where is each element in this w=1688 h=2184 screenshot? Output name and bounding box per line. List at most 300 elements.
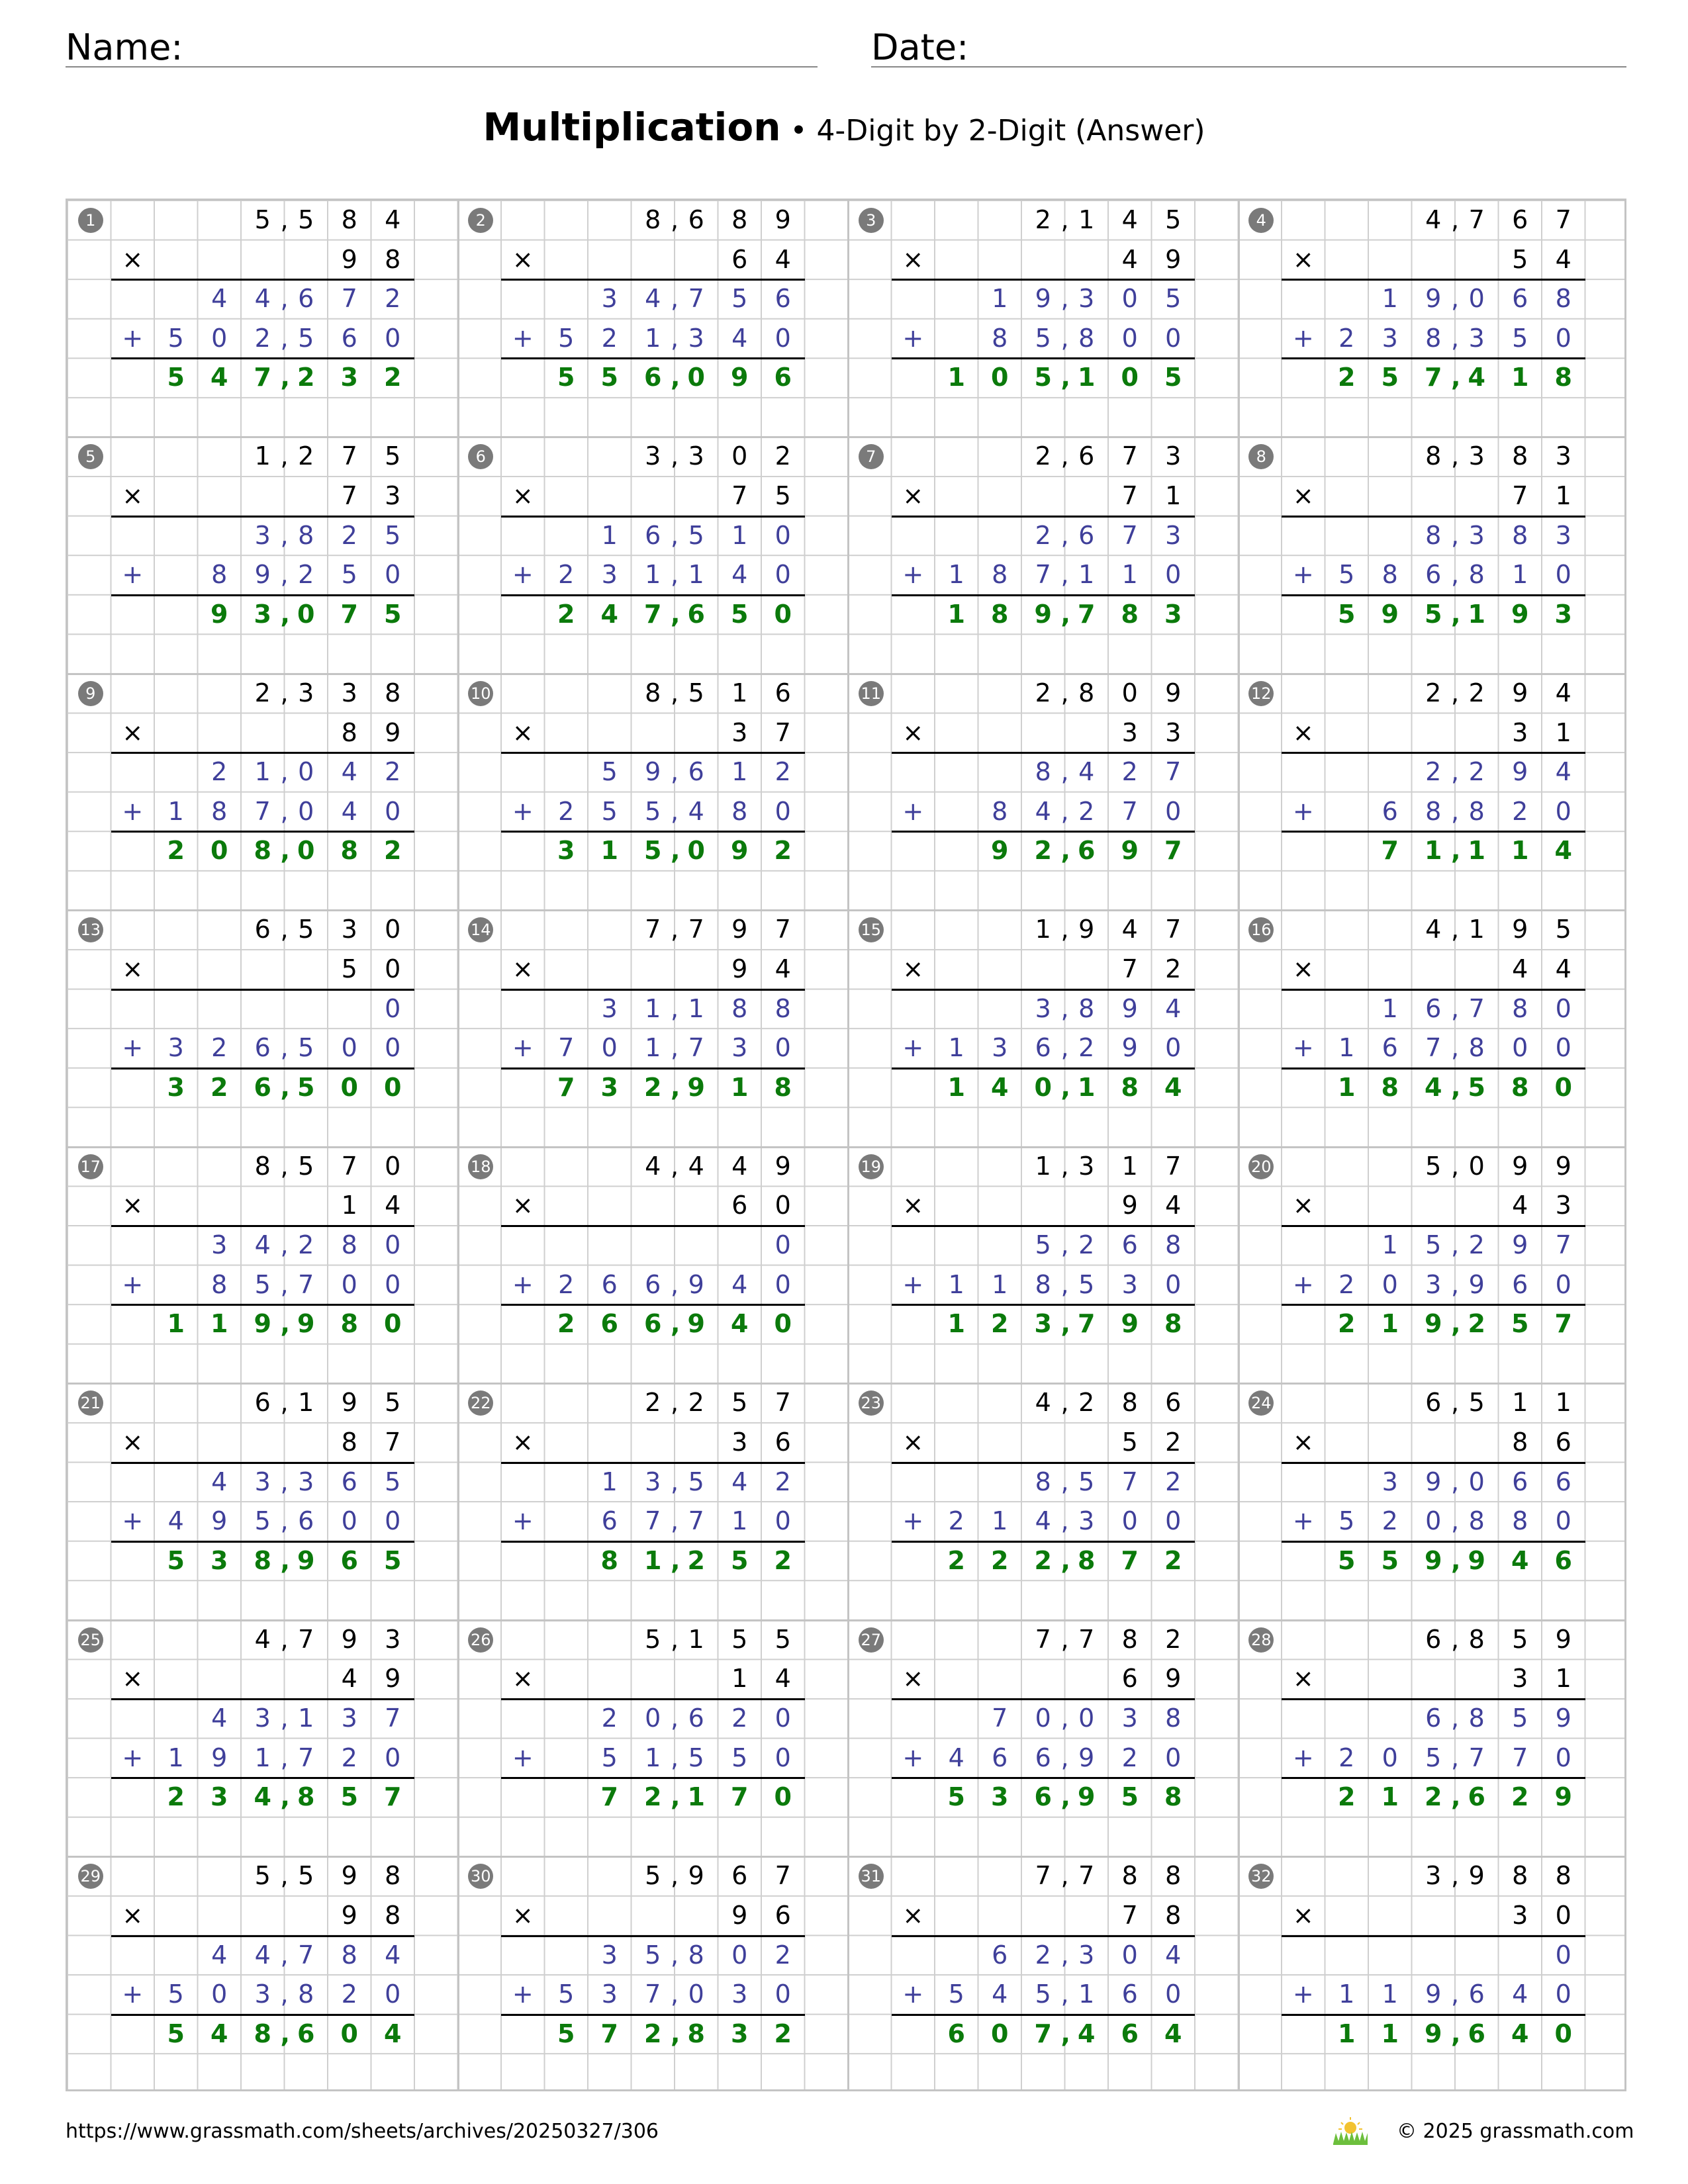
footer-url[interactable]: https://www.grassmath.com/sheets/archives/20250327/306	[66, 2120, 659, 2143]
partial-product-1-digit: 2	[601, 1704, 618, 1733]
answer-digit: 8	[1511, 1072, 1529, 1102]
multiplier-digit: 4	[774, 954, 791, 984]
partial-product-1-digit: 0	[1035, 1704, 1051, 1733]
answer-digit: 0	[774, 599, 792, 629]
answer-digit: 0	[991, 363, 1009, 392]
thousands-comma: ,	[280, 1269, 289, 1299]
answer-digit	[280, 358, 328, 398]
problem-4	[1239, 201, 1627, 437]
name-field-line[interactable]	[66, 66, 818, 68]
sum-rule	[501, 594, 805, 596]
problem-30	[458, 1856, 849, 2091]
answer-digit	[1060, 2015, 1109, 2054]
answer-digit: 2	[557, 599, 575, 629]
partial-product-1-digit: 9	[1555, 1704, 1571, 1733]
multiplicand-digit: 4	[1425, 915, 1442, 944]
partial-product-2-digit: 9	[211, 1506, 228, 1536]
partial-product-2-digit: 1	[1382, 1979, 1398, 2009]
multiply-rule	[892, 1698, 1196, 1700]
partial-product-1-digit: 6	[645, 520, 661, 550]
multiplicand-digit: 8	[1121, 1388, 1138, 1418]
plus-sign: +	[902, 1506, 924, 1536]
plus-sign: +	[902, 1269, 924, 1299]
partial-product-1-digit: 1	[1382, 284, 1398, 314]
times-sign: ×	[512, 717, 534, 747]
partial-product-2-digit	[671, 1739, 718, 1778]
partial-product-2-digit: 6	[341, 323, 357, 353]
partial-product-1-digit: 5	[1035, 1230, 1051, 1260]
multiply-rule	[501, 989, 805, 991]
multiplicand-digit	[1060, 1620, 1109, 1660]
plus-sign: +	[902, 796, 924, 826]
problem-number-badge: 11	[859, 681, 884, 706]
partial-product-1-digit: 3	[1035, 993, 1051, 1023]
answer-digit: 0	[340, 1072, 358, 1102]
partial-product-1-digit: 6	[1512, 1467, 1528, 1496]
partial-product-2-digit: 1	[992, 1506, 1008, 1536]
partial-product-1-digit	[280, 516, 328, 556]
thousands-comma: ,	[671, 1743, 679, 1772]
answer-digit	[280, 1304, 328, 1344]
partial-product-1-digit: 0	[774, 1704, 791, 1733]
answer-digit: 6	[644, 1309, 662, 1339]
partial-product-1-digit	[280, 1936, 328, 1976]
partial-product-1-digit: 1	[731, 520, 748, 550]
digit: 6	[297, 2019, 315, 2048]
problem-number-badge: 1	[78, 208, 103, 233]
answer-digit: 6	[947, 2019, 965, 2048]
thousands-comma: ,	[671, 441, 679, 471]
thousands-comma: ,	[1451, 678, 1460, 707]
thousands-comma: ,	[1451, 1782, 1461, 1812]
sum-rule	[111, 357, 415, 359]
multiplicand-digit: 9	[1512, 915, 1528, 944]
digit: 1	[1468, 599, 1485, 629]
partial-product-1-digit	[671, 1699, 718, 1739]
digit: 3	[688, 441, 704, 471]
sum-rule	[501, 1068, 805, 1069]
digit: 7	[688, 915, 704, 944]
problem-number-badge: 6	[468, 444, 493, 469]
multiplicand-digit	[1060, 910, 1109, 950]
multiply-rule	[1282, 1225, 1585, 1227]
answer-digit: 7	[1164, 836, 1182, 866]
thousands-comma: ,	[280, 323, 289, 353]
partial-product-1-digit: 8	[1512, 993, 1528, 1023]
multiplicand-digit: 2	[1165, 1624, 1182, 1654]
multiply-rule	[501, 1225, 805, 1227]
thousands-comma: ,	[280, 1624, 289, 1654]
sum-rule	[111, 594, 415, 596]
partial-product-1-digit: 5	[1425, 1230, 1442, 1260]
partial-product-2-digit	[1451, 792, 1499, 832]
multiplicand-digit	[1451, 437, 1499, 477]
partial-product-2-digit: 0	[385, 796, 401, 826]
partial-product-2-digit	[1060, 1265, 1109, 1305]
digit: 6	[1468, 2019, 1485, 2048]
digit: 9	[688, 1269, 704, 1299]
multiplicand-digit: 4	[1121, 205, 1138, 234]
answer-digit: 7	[384, 1782, 402, 1812]
multiplicand-digit: 8	[1512, 1861, 1528, 1891]
thousands-comma: ,	[671, 599, 680, 629]
partial-product-1-digit: 4	[211, 284, 228, 314]
partial-product-2-digit: 2	[558, 796, 575, 826]
multiply-rule	[892, 1462, 1196, 1464]
partial-product-2-digit	[280, 1502, 328, 1541]
partial-product-1-digit: 0	[774, 1230, 791, 1260]
multiply-rule	[111, 1698, 415, 1700]
answer-digit: 2	[167, 1782, 185, 1812]
multiply-rule	[1282, 279, 1585, 281]
thousands-comma: ,	[280, 1743, 289, 1772]
partial-product-2-digit: 6	[1382, 796, 1398, 826]
multiplicand-digit: 1	[731, 678, 748, 707]
plus-sign: +	[902, 1033, 924, 1063]
thousands-comma: ,	[1451, 757, 1460, 787]
partial-product-1-digit: 5	[385, 520, 401, 550]
partial-product-2-digit: 5	[1035, 323, 1051, 353]
partial-product-2-digit: 2	[1382, 1506, 1398, 1536]
digit: 2	[688, 1388, 704, 1418]
multiplicand-digit	[1451, 1856, 1499, 1896]
answer-digit: 8	[340, 1309, 358, 1339]
answer-digit: 2	[1034, 1545, 1052, 1575]
digit: 2	[1468, 678, 1485, 707]
digit: 9	[297, 1545, 315, 1575]
multiplier-digit: 9	[385, 717, 401, 747]
multiplicand-digit: 1	[1035, 915, 1051, 944]
date-label: Date:	[871, 26, 969, 68]
partial-product-2-digit: 2	[1338, 323, 1355, 353]
partial-product-1-digit: 4	[254, 284, 271, 314]
partial-product-1-digit: 3	[1382, 1467, 1398, 1496]
multiplicand-digit: 7	[774, 1388, 791, 1418]
multiplier-digit: 1	[731, 1664, 748, 1694]
answer-digit	[280, 831, 328, 871]
partial-product-1-digit: 1	[731, 757, 748, 787]
multiplicand-digit	[280, 1383, 328, 1423]
partial-product-2-digit: 1	[948, 1033, 964, 1063]
answer-digit: 7	[1381, 836, 1399, 866]
digit: 0	[1468, 1467, 1485, 1496]
partial-product-2-digit: 5	[1512, 323, 1528, 353]
partial-product-2-digit	[1060, 1028, 1109, 1068]
partial-product-1-digit: 9	[1512, 757, 1528, 787]
multiplier-digit: 6	[774, 1900, 791, 1930]
answer-digit: 8	[600, 1545, 618, 1575]
answer-digit: 2	[644, 1782, 662, 1812]
partial-product-2-digit	[280, 1975, 328, 2015]
partial-product-1-digit: 8	[1165, 1704, 1182, 1733]
thousands-comma: ,	[671, 1033, 679, 1063]
partial-product-1-digit: 8	[341, 1230, 357, 1260]
multiplicand-digit: 2	[645, 1388, 661, 1418]
answer-digit: 9	[1121, 836, 1139, 866]
multiplicand-digit: 2	[1035, 441, 1051, 471]
answer-digit: 0	[211, 836, 228, 866]
sum-rule	[501, 831, 805, 833]
multiply-rule	[501, 752, 805, 754]
partial-product-2-digit: 1	[1338, 1033, 1355, 1063]
thousands-comma: ,	[671, 363, 680, 392]
partial-product-1-digit: 8	[1165, 1230, 1182, 1260]
digit: 2	[1078, 1230, 1095, 1260]
thousands-comma: ,	[671, 796, 679, 826]
multiplier-digit: 4	[774, 1664, 791, 1694]
multiplier-digit: 5	[1121, 1427, 1138, 1457]
digit: 2	[1468, 1230, 1485, 1260]
partial-product-1-digit: 3	[1165, 520, 1182, 550]
sum-rule	[892, 2014, 1196, 2016]
partial-product-1-digit: 1	[645, 993, 661, 1023]
partial-product-2-digit: 0	[1555, 1269, 1571, 1299]
partial-product-2-digit: 7	[1425, 1033, 1442, 1063]
answer-digit: 9	[1425, 2019, 1442, 2048]
multiplier-digit: 8	[1512, 1427, 1528, 1457]
partial-product-1-digit: 3	[1121, 1704, 1138, 1733]
answer-digit: 6	[600, 1309, 618, 1339]
multiplicand-digit	[1451, 1620, 1499, 1660]
partial-product-2-digit: 8	[1425, 323, 1442, 353]
digit: 8	[1468, 1624, 1485, 1654]
digit: 3	[1078, 1151, 1095, 1181]
partial-product-1-digit: 7	[1121, 1467, 1138, 1496]
thousands-comma: ,	[671, 1940, 679, 1970]
multiplier-digit: 9	[341, 244, 357, 274]
partial-product-2-digit	[1451, 1028, 1499, 1068]
answer-digit: 6	[1554, 1545, 1572, 1575]
answer-digit: 1	[1381, 1309, 1399, 1339]
multiplicand-digit	[280, 1620, 328, 1660]
digit: 7	[298, 1624, 314, 1654]
multiplicand-digit: 3	[645, 441, 661, 471]
answer-digit: 8	[1121, 599, 1139, 629]
thousands-comma: ,	[1451, 323, 1460, 353]
multiplier-digit: 3	[1512, 1664, 1528, 1694]
answer-digit: 2	[1164, 1545, 1182, 1575]
digit: 0	[687, 836, 705, 866]
multiplier-digit: 8	[341, 1427, 357, 1457]
answer-digit: 6	[1121, 2019, 1139, 2048]
digit: 3	[1468, 323, 1485, 353]
answer-digit	[280, 1068, 328, 1108]
sum-rule	[892, 1304, 1196, 1306]
multiplicand-digit: 8	[385, 678, 401, 707]
multiplier-digit: 4	[1121, 244, 1138, 274]
answer-digit: 2	[947, 1545, 965, 1575]
sum-rule	[111, 1541, 415, 1543]
problem-number-badge: 19	[859, 1154, 884, 1179]
partial-product-1-digit: 6	[1121, 1230, 1138, 1260]
thousands-comma: ,	[1451, 1704, 1460, 1733]
partial-product-2-digit: 7	[558, 1033, 575, 1063]
times-sign: ×	[122, 1191, 144, 1220]
partial-product-2-digit: 5	[1338, 1506, 1355, 1536]
partial-product-2-digit: 8	[211, 796, 228, 826]
multiplicand-digit: 4	[645, 1151, 661, 1181]
partial-product-1-digit: 4	[211, 1704, 228, 1733]
sum-rule	[501, 1304, 805, 1306]
partial-product-1-digit: 0	[385, 993, 401, 1023]
answer-digit: 3	[340, 363, 358, 392]
answer-digit: 3	[1034, 1309, 1052, 1339]
answer-digit: 2	[991, 1545, 1009, 1575]
times-sign: ×	[902, 1191, 924, 1220]
partial-product-2-digit: 3	[731, 1979, 748, 2009]
digit: 1	[1468, 915, 1485, 944]
partial-product-2-digit: 8	[992, 323, 1008, 353]
partial-product-2-digit	[1451, 1975, 1499, 2015]
partial-product-2-digit: 5	[948, 1979, 964, 2009]
multiplicand-digit	[671, 1383, 718, 1423]
thousands-comma: ,	[1451, 205, 1460, 234]
multiplicand-digit	[1060, 1856, 1109, 1896]
answer-digit: 2	[1338, 1309, 1356, 1339]
partial-product-1-digit: 6	[992, 1940, 1008, 1970]
multiplicand-digit: 8	[1512, 441, 1528, 471]
sum-rule	[892, 594, 1196, 596]
partial-product-2-digit: 0	[774, 1506, 791, 1536]
plus-sign: +	[512, 1979, 534, 2009]
answer-digit: 8	[340, 836, 358, 866]
times-sign: ×	[512, 1191, 534, 1220]
times-sign: ×	[512, 1900, 534, 1930]
multiplicand-digit: 5	[645, 1624, 661, 1654]
digit: 8	[1468, 1704, 1485, 1733]
answer-digit	[1451, 831, 1499, 871]
multiplier-digit: 5	[1512, 244, 1528, 274]
partial-product-1-digit: 4	[731, 1467, 748, 1496]
digit: 7	[1468, 205, 1485, 234]
partial-product-2-digit: 8	[211, 1269, 228, 1299]
multiplicand-digit: 8	[645, 205, 661, 234]
partial-product-2-digit: 5	[167, 323, 184, 353]
digit: 3	[298, 1467, 314, 1496]
plus-sign: +	[512, 1743, 534, 1772]
times-sign: ×	[902, 717, 924, 747]
multiplicand-digit: 8	[731, 205, 748, 234]
multiplicand-digit: 5	[254, 205, 271, 234]
footer-copyright: © 2025 grassmath.com	[1397, 2120, 1634, 2143]
answer-digit: 1	[600, 836, 618, 866]
digit: 5	[688, 1467, 704, 1496]
partial-product-1-digit: 3	[601, 993, 618, 1023]
answer-digit: 4	[1164, 2019, 1182, 2048]
answer-digit: 5	[1164, 363, 1182, 392]
multiplicand-digit: 6	[1425, 1624, 1442, 1654]
partial-product-2-digit: 2	[1338, 1269, 1355, 1299]
plus-sign: +	[122, 1743, 144, 1772]
multiplicand-digit: 5	[385, 1388, 401, 1418]
thousands-comma: ,	[280, 205, 289, 234]
partial-product-1-digit: 2	[211, 757, 228, 787]
times-sign: ×	[902, 244, 924, 274]
partial-product-1-digit	[280, 279, 328, 319]
thousands-comma: ,	[1451, 1269, 1460, 1299]
answer-digit: 9	[1425, 1309, 1442, 1339]
multiplicand-digit	[280, 1147, 328, 1187]
multiplicand-digit: 9	[1512, 678, 1528, 707]
thousands-comma: ,	[1451, 560, 1460, 590]
digit: 5	[1078, 1269, 1095, 1299]
answer-digit: 3	[211, 1782, 228, 1812]
partial-product-1-digit	[671, 752, 718, 792]
multiplier-digit: 9	[1165, 244, 1182, 274]
partial-product-1-digit	[1451, 1699, 1499, 1739]
digit: 9	[687, 1309, 705, 1339]
thousands-comma: ,	[280, 1467, 289, 1496]
answer-digit: 5	[1425, 599, 1442, 629]
multiplicand-digit: 2	[1425, 678, 1442, 707]
multiplicand-digit	[1451, 201, 1499, 240]
multiplicand-digit: 7	[774, 1861, 791, 1891]
digit: 3	[298, 678, 314, 707]
partial-product-1-digit: 3	[1555, 520, 1571, 550]
multiplier-digit: 3	[385, 481, 401, 511]
plus-sign: +	[902, 560, 924, 590]
partial-product-2-digit: 0	[1165, 1506, 1182, 1536]
digit: 2	[1078, 1388, 1095, 1418]
multiplicand-digit	[671, 1147, 718, 1187]
partial-product-1-digit: 9	[1035, 284, 1051, 314]
sum-rule	[1282, 831, 1585, 833]
multiplicand-digit	[1060, 437, 1109, 477]
digit: 1	[1078, 1072, 1096, 1102]
digit: 0	[1468, 284, 1485, 314]
answer-digit: 5	[1381, 363, 1399, 392]
answer-digit: 8	[1381, 1072, 1399, 1102]
digit: 4	[688, 796, 704, 826]
multiplicand-digit: 6	[731, 1861, 748, 1891]
partial-product-2-digit	[671, 1028, 718, 1068]
digit: 1	[298, 1388, 314, 1418]
digit: 7	[1468, 1743, 1485, 1772]
partial-product-2-digit: 2	[601, 323, 618, 353]
worksheet-title	[0, 105, 1688, 150]
title-subtitle: • 4-Digit by 2-Digit (Answer)	[780, 114, 1205, 148]
sum-rule	[892, 1777, 1196, 1779]
digit: 9	[1468, 1545, 1485, 1575]
multiplicand-digit	[1060, 1147, 1109, 1187]
multiplier-digit: 9	[341, 1900, 357, 1930]
problem-number-badge: 23	[859, 1390, 884, 1416]
answer-digit: 0	[774, 1782, 792, 1812]
partial-product-2-digit: 0	[774, 1979, 791, 2009]
answer-digit	[1451, 1304, 1499, 1344]
partial-product-2-digit	[671, 555, 718, 595]
thousands-comma: ,	[1060, 1033, 1069, 1063]
digit: 8	[687, 2019, 705, 2048]
answer-digit: 9	[1554, 1782, 1572, 1812]
digit: 2	[298, 560, 314, 590]
thousands-comma: ,	[1451, 1545, 1461, 1575]
thousands-comma: ,	[1060, 678, 1069, 707]
thousands-comma: ,	[671, 757, 679, 787]
partial-product-2-digit: 1	[645, 560, 661, 590]
partial-product-2-digit: 0	[1512, 1033, 1528, 1063]
thousands-comma: ,	[1060, 2019, 1070, 2048]
answer-digit: 4	[1511, 2019, 1529, 2048]
partial-product-1-digit: 2	[385, 284, 401, 314]
answer-digit	[1060, 1778, 1109, 1817]
date-field-line[interactable]	[871, 66, 1626, 68]
multiplicand-digit: 9	[774, 1151, 791, 1181]
sum-rule	[501, 2014, 805, 2016]
problem-grid	[66, 199, 1626, 2091]
multiplier-digit: 4	[385, 1191, 401, 1220]
partial-product-1-digit: 0	[731, 1940, 748, 1970]
